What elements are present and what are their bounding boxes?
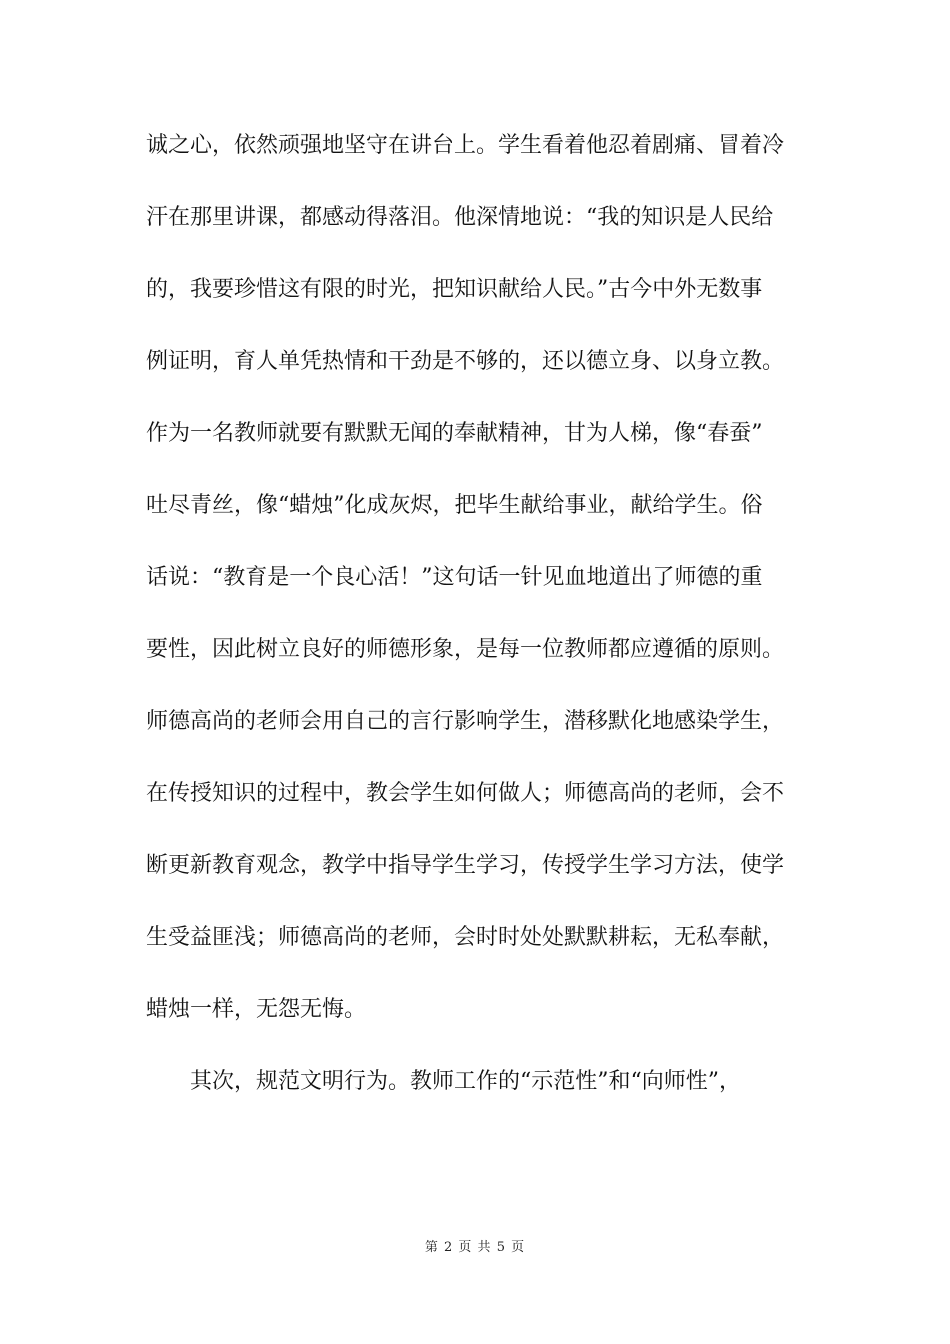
page-footer: [0, 1236, 950, 1255]
text-line: 吐尽青丝，像“蜡烛”化成灰烬，把毕生献给事业，献给学生。俗: [146, 493, 763, 518]
text-line: 汗在那里讲课，都感动得落泪。他深情地说：“我的知识是人民给: [146, 205, 774, 230]
text-line: 断更新教育观念，教学中指导学生学习，传授学生学习方法，使学: [146, 853, 785, 878]
text-line: 的，我要珍惜这有限的时光，把知识献给人民。”古今中外无数事: [146, 277, 763, 302]
page-number: 第 2 页 共 5 页: [424, 1240, 526, 1255]
paragraph-start-line: 其次，规范文明行为。教师工作的“示范性”和“向师性”，: [190, 1069, 741, 1094]
text-line: 例证明，育人单凭热情和干劲是不够的，还以德立身、以身立教。: [146, 349, 785, 374]
text-line: 诚之心，依然顽强地坚守在讲台上。学生看着他忍着剧痛、冒着冷: [146, 133, 785, 158]
text-line: 话说：“教育是一个良心活！”这句话一针见血地道出了师德的重: [146, 565, 763, 590]
text-line: 在传授知识的过程中，教会学生如何做人；师德高尚的老师，会不: [146, 781, 785, 806]
text-line: 蜡烛一样，无怨无悔。: [146, 997, 367, 1022]
text-line: 作为一名教师就要有默默无闻的奉献精神，甘为人梯，像“春蚕”: [146, 421, 763, 446]
body-text: [146, 124, 816, 1132]
text-line: 生受益匪浅；师德高尚的老师，会时时处处默默耕耘，无私奉献，: [146, 925, 785, 950]
text-line: 师德高尚的老师会用自己的言行影响学生，潜移默化地感染学生，: [146, 709, 785, 734]
text-line: 要性，因此树立良好的师德形象，是每一位教师都应遵循的原则。: [146, 637, 785, 662]
